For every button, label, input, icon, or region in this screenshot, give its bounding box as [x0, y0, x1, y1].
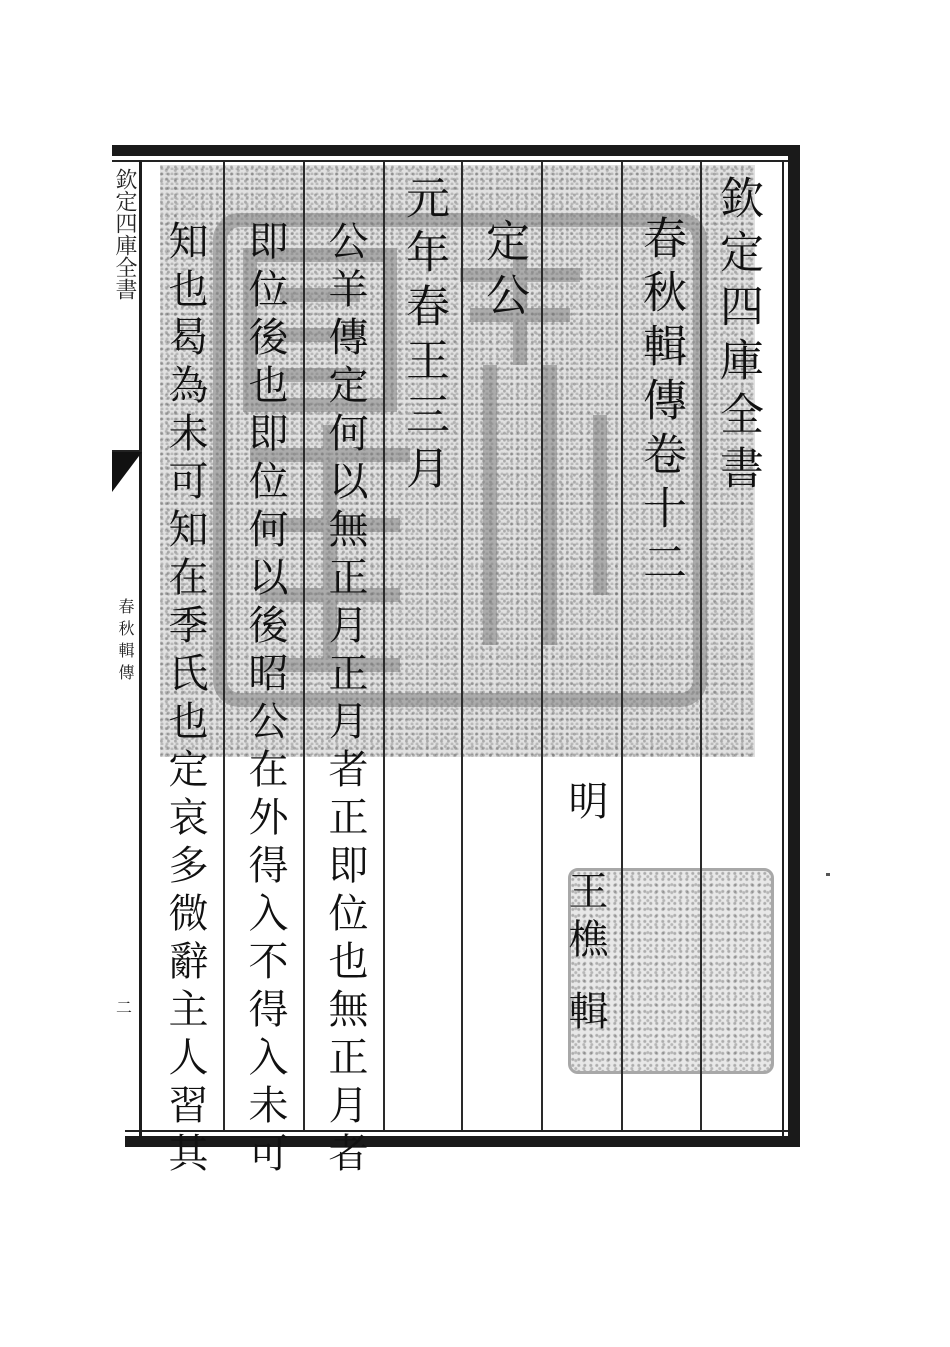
author-name: 王樵: [562, 870, 608, 966]
column-divider: [223, 162, 225, 1130]
volume-title: 春秋輯傳卷十二: [635, 215, 686, 593]
text-column: 元年春王三月: [398, 175, 449, 499]
column-divider: [541, 162, 543, 1130]
margin-divider: [139, 160, 142, 1136]
frame-top-border: [112, 145, 800, 156]
text-column: 知也曷為未可知在季氏也定哀多微辭主人習其: [162, 220, 208, 1180]
frame-bottom-inner-rule: [125, 1130, 800, 1132]
column-divider: [303, 162, 305, 1130]
frame-right-inner-rule: [782, 160, 784, 1136]
margin-work-title: 春秋輯傳: [116, 598, 135, 686]
column-divider: [461, 162, 463, 1130]
dynasty-label: 明: [562, 780, 608, 828]
margin-page-number: 二: [116, 998, 133, 1017]
fish-tail-fold-mark: [112, 452, 142, 492]
column-divider: [700, 162, 702, 1130]
frame-top-inner-rule: [112, 160, 800, 162]
text-column: 公羊傳定何以無正月正月者正即位也無正月者: [322, 220, 368, 1180]
ink-speck: [826, 873, 830, 876]
compiled-label: 輯: [562, 990, 608, 1038]
column-divider: [621, 162, 623, 1130]
frame-right-border: [788, 145, 800, 1147]
text-column: 即位後也即位何以後昭公在外得入不得入未可: [242, 220, 288, 1180]
chapter-heading: 定公: [478, 218, 529, 326]
collection-title: 欽定四庫全書: [712, 175, 763, 499]
frame-bottom-border: [125, 1136, 800, 1147]
margin-book-title: 欽定四庫全書: [112, 168, 137, 300]
column-divider: [383, 162, 385, 1130]
